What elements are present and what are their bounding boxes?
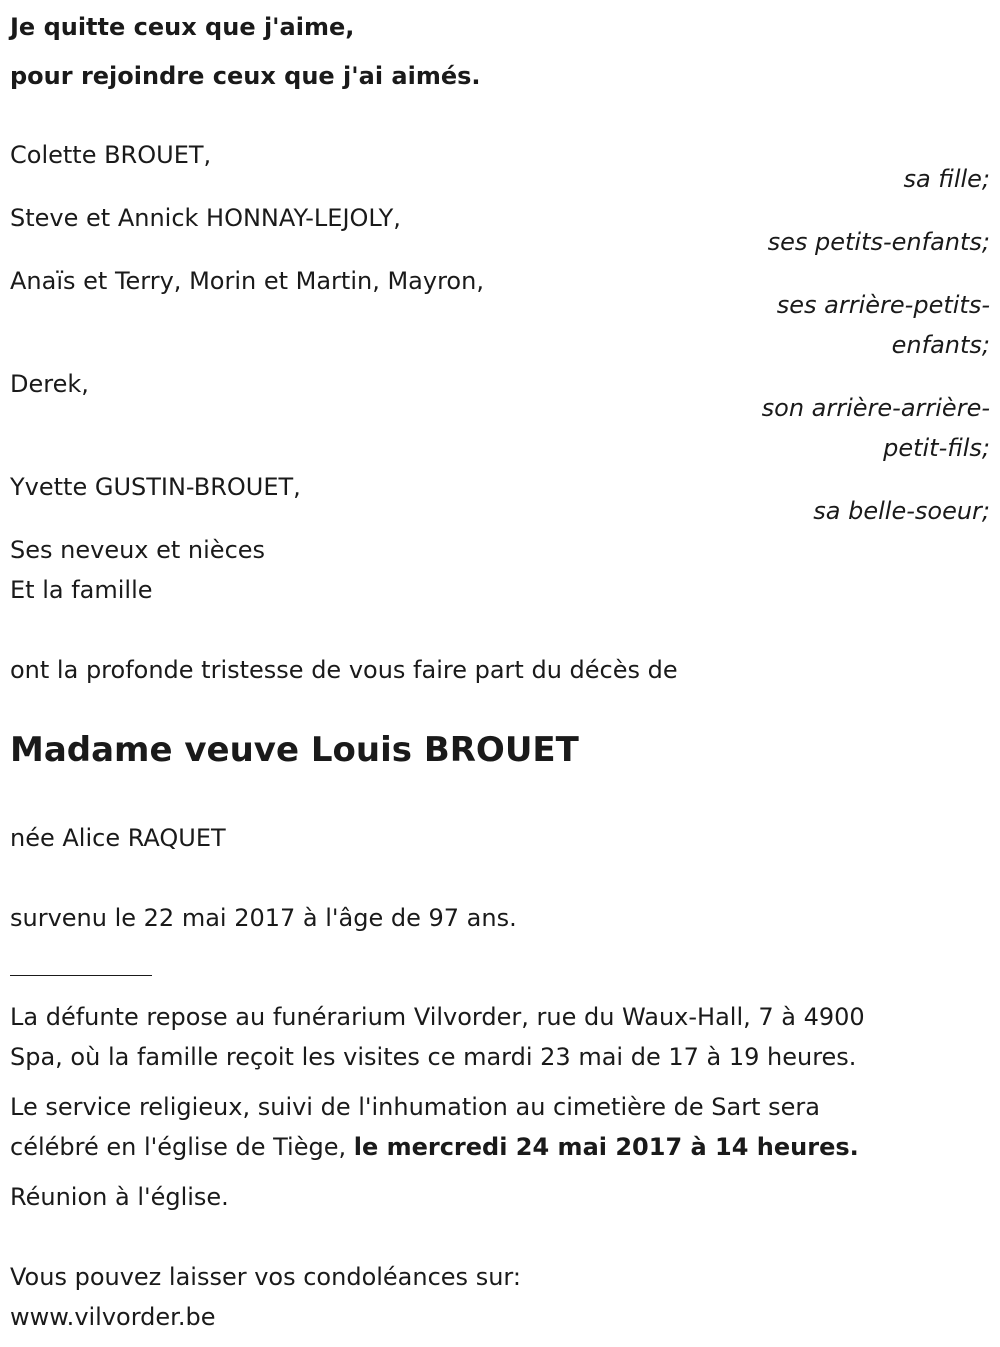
deceased-title: Madame veuve Louis BROUET — [10, 730, 579, 770]
deceased-death: survenu le 22 mai 2017 à l'âge de 97 ans. — [10, 904, 517, 932]
rest-line-2: Spa, où la famille reçoit les visites ce mardi 23 mai de 17 à 19 heures. — [10, 1043, 857, 1071]
family-relation-3-line-2: enfants; — [891, 331, 990, 359]
service-line-2 — [10, 1135, 859, 1159]
family-relation-4-line-1: son arrière-arrière- — [761, 394, 990, 422]
condolences-text: Vous pouvez laisser vos condoléances sur: — [10, 1263, 521, 1291]
meeting-text: Réunion à l'église. — [10, 1183, 229, 1211]
separator-line — [10, 975, 152, 976]
family-relation-1: sa fille; — [903, 165, 990, 193]
family-name-4: Derek, — [10, 370, 89, 398]
family-name-3: Anaïs et Terry, Morin et Martin, Mayron, — [10, 267, 484, 295]
family-relation-2: ses petits-enfants; — [767, 228, 990, 256]
deceased-born: née Alice RAQUET — [10, 824, 226, 852]
service-line-2-prefix: célébré en l'église de Tiège, — [10, 1133, 354, 1161]
family-name-1: Colette BROUET, — [10, 141, 212, 169]
others-line-1: Ses neveux et nièces — [10, 536, 266, 564]
family-relation-3-line-1: ses arrière-petits- — [776, 291, 990, 319]
others-line-2: Et la famille — [10, 576, 153, 604]
family-name-2: Steve et Annick HONNAY-LEJOLY, — [10, 204, 401, 232]
epigraph-line-2: pour rejoindre ceux que j'ai aimés. — [10, 62, 481, 90]
rest-line-1: La défunte repose au funérarium Vilvorder, rue du Waux-Hall, 7 à 4900 — [10, 1003, 865, 1031]
announcement-text: ont la profonde tristesse de vous faire part du décès de — [10, 656, 678, 684]
family-relation-5: sa belle-soeur; — [813, 497, 990, 525]
family-relation-4-line-2: petit-fils; — [883, 434, 990, 462]
family-name-5: Yvette GUSTIN-BROUET, — [10, 473, 301, 501]
service-date-time: le mercredi 24 mai 2017 à 14 heures. — [353, 1133, 859, 1161]
service-line-1: Le service religieux, suivi de l'inhumation au cimetière de Sart sera — [10, 1093, 820, 1121]
condolences-url[interactable]: www.vilvorder.be — [10, 1303, 216, 1331]
epigraph-line-1: Je quitte ceux que j'aime, — [10, 13, 355, 41]
